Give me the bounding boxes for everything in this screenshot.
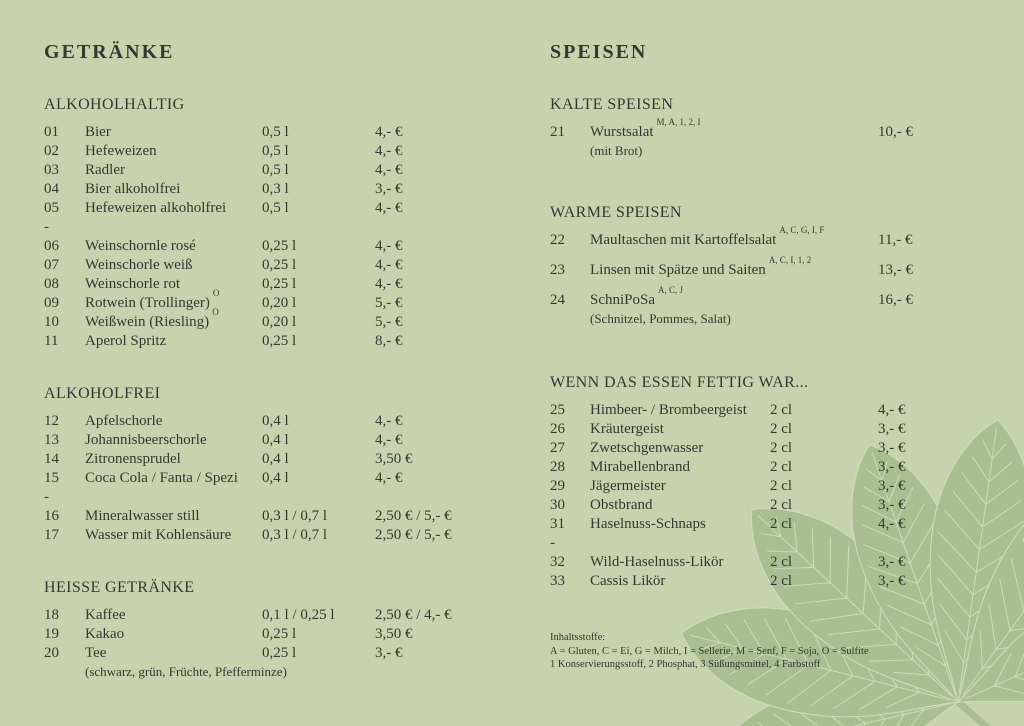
item-name: Weinschorle weiß: [85, 257, 193, 273]
item-name: Radler: [85, 162, 125, 178]
item-allergen-codes: O: [212, 288, 220, 298]
item-quantity: 0,3 l / 0,7 l: [262, 527, 328, 543]
item-allergen-codes: A, C, I, 1, 2: [768, 255, 812, 265]
item-price: 4,- €: [375, 124, 403, 140]
item-price: 4,- €: [375, 276, 403, 292]
section-heading: KALTE SPEISEN: [550, 96, 674, 113]
item-price: 10,- €: [878, 124, 913, 140]
item-name: Mirabellenbrand: [590, 459, 690, 475]
item-number: 17: [44, 527, 59, 543]
item-price: 4,- €: [375, 470, 403, 486]
footnote-additive-legend: 1 Konservierungsstoff, 2 Phosphat, 3 Süßungsmittel, 4 Farbstoff: [550, 659, 821, 670]
drinks-column: [44, 42, 474, 681]
item-name: Linsen mit Spätze und Saiten$^{A, C, I, 1, 2}$: [590, 255, 812, 278]
item-name: Weinschorle rot: [85, 276, 181, 292]
item-note: (Schnitzel, Pommes, Salat): [590, 311, 731, 326]
item-number: 14: [44, 451, 59, 467]
item-number: 33: [550, 573, 565, 589]
item-name: Obstbrand: [590, 497, 653, 513]
item-quantity: 0,25 l: [262, 333, 297, 349]
item-price: 4,- €: [375, 143, 403, 159]
menu-row: [44, 644, 474, 681]
item-name: Zwetschgenwasser: [590, 440, 704, 456]
item-number: 10: [44, 314, 59, 330]
section-heading: ALKOHOLHALTIG: [44, 96, 185, 113]
divider-mark: -: [550, 535, 555, 551]
item-name: Kakao: [85, 626, 125, 642]
menu-row: [550, 420, 970, 439]
menu-row: [44, 507, 474, 526]
item-number: 28: [550, 459, 565, 475]
divider-row: [550, 534, 970, 553]
item-note: (mit Brot): [590, 143, 643, 158]
item-price: 4,- €: [375, 413, 403, 429]
item-price: 5,- €: [375, 295, 403, 311]
item-name: Wasser mit Kohlensäure: [85, 527, 232, 543]
item-note: (schwarz, grün, Früchte, Pfefferminze): [85, 664, 287, 679]
item-price: 4,- €: [375, 432, 403, 448]
item-number: 29: [550, 478, 565, 494]
item-quantity: 0,3 l: [262, 181, 289, 197]
food-column: [550, 42, 970, 672]
menu-row: [550, 458, 970, 477]
item-quantity: 0,20 l: [262, 295, 297, 311]
item-number: 22: [550, 232, 565, 248]
item-price: 11,- €: [878, 232, 913, 248]
item-number: 19: [44, 626, 59, 642]
menu-row: [44, 180, 474, 199]
item-number: 13: [44, 432, 59, 448]
item-number: 16: [44, 508, 59, 524]
item-price: 4,- €: [375, 257, 403, 273]
item-number: 32: [550, 554, 565, 570]
item-name: Tee (schwarz, grün, Früchte, Pfefferminze): [85, 645, 287, 679]
item-quantity: 0,25 l: [262, 645, 297, 661]
item-price: 3,- €: [878, 554, 906, 570]
menu-section: [550, 204, 970, 328]
menu-row: [44, 431, 474, 450]
item-price: 3,- €: [878, 459, 906, 475]
item-name: Hefeweizen: [85, 143, 157, 159]
item-quantity: 2 cl: [770, 421, 793, 437]
item-price: 5,- €: [375, 314, 403, 330]
item-quantity: 2 cl: [770, 554, 793, 570]
item-number: 31: [550, 516, 565, 532]
menu-row: [550, 572, 970, 591]
item-allergen-codes: M, A, 1, 2, I: [656, 117, 701, 127]
menu-row: [44, 526, 474, 545]
divider-mark: -: [44, 219, 49, 235]
item-quantity: 0,4 l: [262, 470, 289, 486]
menu-row: [44, 450, 474, 469]
item-number: 07: [44, 257, 59, 273]
item-price: 8,- €: [375, 333, 403, 349]
item-price: 2,50 € / 5,- €: [375, 527, 452, 543]
menu-row: [44, 332, 474, 351]
item-quantity: 2 cl: [770, 459, 793, 475]
item-name: Wurstsalat$^{M, A, 1, 2, I}$ (mit Brot): [590, 123, 878, 160]
menu-row: [44, 199, 474, 218]
menu-row: [44, 412, 474, 431]
item-allergen-codes: O: [212, 307, 219, 317]
footnote-allergen-legend: A = Gluten, C = Ei, G = Milch, I = Sellerie, M = Senf, F = Soja, O = Sulfite: [550, 645, 869, 657]
item-quantity: 0,1 l / 0,25 l: [262, 607, 335, 623]
item-name: Zitronensprudel: [85, 451, 181, 467]
item-price: 4,- €: [375, 238, 403, 254]
item-price: 3,- €: [878, 421, 906, 437]
section-heading: WENN DAS ESSEN FETTIG WAR...: [550, 374, 809, 391]
menu-row: [550, 496, 970, 515]
item-number: 23: [550, 262, 565, 278]
menu-section: [44, 385, 474, 545]
menu-row: [44, 625, 474, 644]
item-number: 05: [44, 200, 59, 216]
item-name: Weinschornle rosé: [85, 238, 196, 254]
item-number: 11: [44, 333, 59, 349]
drinks-sections: [44, 96, 474, 681]
item-quantity: 2 cl: [770, 402, 793, 418]
item-quantity: 0,4 l: [262, 413, 289, 429]
item-number: 27: [550, 440, 565, 456]
food-sections: [550, 96, 970, 591]
menu-row: [550, 255, 970, 280]
item-number: 20: [44, 645, 59, 661]
section-heading: WARME SPEISEN: [550, 204, 682, 221]
menu-row: [44, 275, 474, 294]
item-quantity: 0,5 l: [262, 200, 289, 216]
item-quantity: 0,5 l: [262, 162, 289, 178]
item-number: 08: [44, 276, 59, 292]
item-price: 4,- €: [878, 516, 906, 532]
item-name: Weißwein (Riesling)$^O$: [85, 307, 219, 330]
item-number: 25: [550, 402, 565, 418]
menu-section: [550, 96, 970, 160]
item-price: 4,- €: [878, 402, 906, 418]
item-price: 16,- €: [878, 292, 913, 308]
item-price: 3,- €: [878, 497, 906, 513]
menu-section: [44, 579, 474, 681]
menu-row: [44, 288, 474, 313]
item-price: 3,- €: [878, 478, 906, 494]
item-price: 3,50 €: [375, 626, 413, 642]
menu-row: [44, 469, 474, 488]
item-quantity: 2 cl: [770, 516, 793, 532]
item-price: 13,- €: [878, 262, 913, 278]
drinks-title: GETRÄNKE: [44, 41, 175, 63]
item-number: 02: [44, 143, 59, 159]
item-number: 12: [44, 413, 59, 429]
item-name: Kaffee: [85, 607, 126, 623]
item-price: 3,50 €: [375, 451, 413, 467]
item-name: Kräutergeist: [590, 421, 664, 437]
item-price: 4,- €: [375, 162, 403, 178]
item-number: 04: [44, 181, 59, 197]
item-quantity: 2 cl: [770, 497, 793, 513]
item-quantity: 2 cl: [770, 440, 793, 456]
menu-row: [44, 237, 474, 256]
menu-row: [44, 142, 474, 161]
menu-row: [44, 256, 474, 275]
food-title: SPEISEN: [550, 41, 648, 63]
item-quantity: 2 cl: [770, 573, 793, 589]
item-name: Maultaschen mit Kartoffelsalat$^{A, C, G, I, F}$: [590, 225, 825, 248]
item-name: Aperol Spritz: [85, 333, 167, 349]
menu-row: [550, 553, 970, 572]
menu-row: [44, 123, 474, 142]
item-allergen-codes: A, C, J: [658, 285, 684, 295]
item-price: 2,50 € / 4,- €: [375, 607, 452, 623]
item-number: 18: [44, 607, 59, 623]
item-name: Hefeweizen alkoholfrei: [85, 200, 227, 216]
item-name: Bier: [85, 124, 111, 140]
menu-section: [550, 374, 970, 591]
divider-row: [44, 218, 474, 237]
menu-row: [44, 307, 474, 332]
item-number: 15: [44, 470, 59, 486]
menu-row: [44, 606, 474, 625]
item-quantity: 0,5 l: [262, 124, 289, 140]
item-name: Jägermeister: [590, 478, 666, 494]
menu-row: [550, 515, 970, 534]
menu-row: [44, 161, 474, 180]
item-name: Haselnuss-Schnaps: [590, 516, 706, 532]
item-name: Bier alkoholfrei: [85, 181, 181, 197]
menu-row: [550, 117, 970, 160]
divider-mark: -: [44, 489, 49, 505]
item-name: Rotwein (Trollinger)$^O$: [85, 288, 220, 311]
item-price: 3,- €: [375, 181, 403, 197]
item-name: SchniPoSa$^{A, C, J}$ (Schnitzel, Pommes, Salat): [590, 291, 878, 328]
item-number: 01: [44, 124, 59, 140]
item-price: 3,- €: [878, 440, 906, 456]
section-heading: HEISSE GETRÄNKE: [44, 579, 195, 596]
item-name: Johannisbeerschorle: [85, 432, 207, 448]
item-number: 24: [550, 292, 565, 308]
item-quantity: 0,3 l / 0,7 l: [262, 508, 328, 524]
menu-section: [44, 96, 474, 351]
item-price: 4,- €: [375, 200, 403, 216]
item-quantity: 0,25 l: [262, 626, 297, 642]
menu-row: [550, 439, 970, 458]
item-number: 09: [44, 295, 59, 311]
item-name: Cassis Likör: [590, 573, 666, 589]
divider-row: [44, 488, 474, 507]
item-quantity: 0,5 l: [262, 143, 289, 159]
item-quantity: 2 cl: [770, 478, 793, 494]
item-quantity: 0,20 l: [262, 314, 297, 330]
section-heading: ALKOHOLFREI: [44, 385, 161, 402]
item-quantity: 0,4 l: [262, 451, 289, 467]
item-quantity: 0,25 l: [262, 276, 297, 292]
menu-row: [550, 225, 970, 250]
item-name: Himbeer- / Brombeergeist: [590, 402, 747, 418]
ingredients-footnote: [550, 631, 970, 672]
item-number: 26: [550, 421, 565, 437]
item-name: Coca Cola / Fanta / Spezi: [85, 470, 238, 486]
item-price: 3,- €: [878, 573, 906, 589]
menu-row: [550, 285, 970, 328]
item-number: 06: [44, 238, 59, 254]
item-quantity: 0,25 l: [262, 257, 297, 273]
item-quantity: 0,25 l: [262, 238, 297, 254]
menu-row: [550, 401, 970, 420]
item-name: Wild-Haselnuss-Likör: [590, 554, 724, 570]
item-name: Mineralwasser still: [85, 508, 200, 524]
footnote-title: Inhaltsstoffe:: [550, 632, 606, 643]
item-number: 30: [550, 497, 565, 513]
item-number: 03: [44, 162, 59, 178]
item-number: 21: [550, 124, 565, 140]
item-name: Apfelschorle: [85, 413, 163, 429]
item-price: 3,- €: [375, 645, 403, 661]
item-quantity: 0,4 l: [262, 432, 289, 448]
item-allergen-codes: A, C, G, I, F: [779, 225, 825, 235]
item-price: 2,50 € / 5,- €: [375, 508, 452, 524]
menu-row: [550, 477, 970, 496]
